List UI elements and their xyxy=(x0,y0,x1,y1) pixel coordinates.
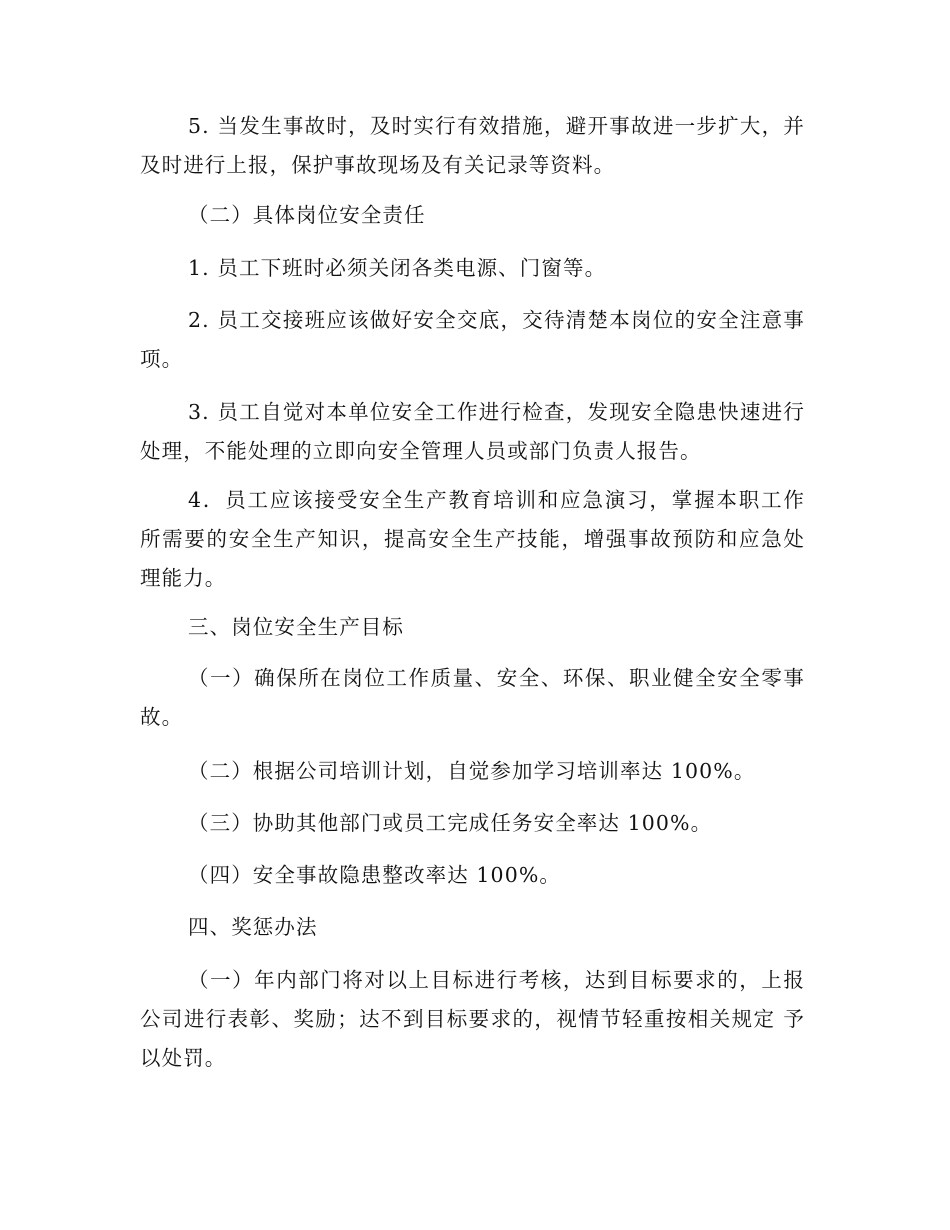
section-heading-rewards-penalties: 四、奖惩办法 xyxy=(188,915,318,939)
paragraph-assessment: （一）年内部门将对以上目标进行考核，达到目标要求的，上报公司进行表彰、奖励；达不到目标要求的，视情节轻重按相关规定 予以处罚。 xyxy=(140,968,805,1070)
section-heading-safety-goals: 三、岗位安全生产目标 xyxy=(188,615,404,639)
paragraph-accident-handling: 5. 当发生事故时，及时实行有效措施，避开事故进一步扩大，并及时进行上报，保护事故现场及有关记录等资料。 xyxy=(140,114,805,177)
paragraph-training-drills: 4．员工应该接受安全生产教育培训和应急演习，掌握本职工作所需要的安全生产知识，提高安全生产技能，增强事故预防和应急处理能力。 xyxy=(140,488,805,590)
paragraph-power-off: 1. 员工下班时必须关闭各类电源、门窗等。 xyxy=(188,256,607,280)
paragraph-goal-rectification-rate: （四）安全事故隐患整改率达 100%。 xyxy=(188,863,562,887)
paragraph-shift-handover: 2. 员工交接班应该做好安全交底，交待清楚本岗位的安全注意事项。 xyxy=(140,308,805,371)
section-heading-post-responsibility: （二）具体岗位安全责任 xyxy=(188,203,426,227)
paragraph-goal-zero-accident: （一）确保所在岗位工作质量、安全、环保、职业健全安全零事故。 xyxy=(140,666,805,729)
paragraph-goal-assist-rate: （三）协助其他部门或员工完成任务安全率达 100%。 xyxy=(188,811,713,835)
paragraph-goal-training-rate: （二）根据公司培训计划，自觉参加学习培训率达 100%。 xyxy=(188,759,756,783)
paragraph-self-inspection: 3. 员工自觉对本单位安全工作进行检查，发现安全隐患快速进行处理，不能处理的立即向安全管理人员或部门负责人报告。 xyxy=(140,400,805,463)
